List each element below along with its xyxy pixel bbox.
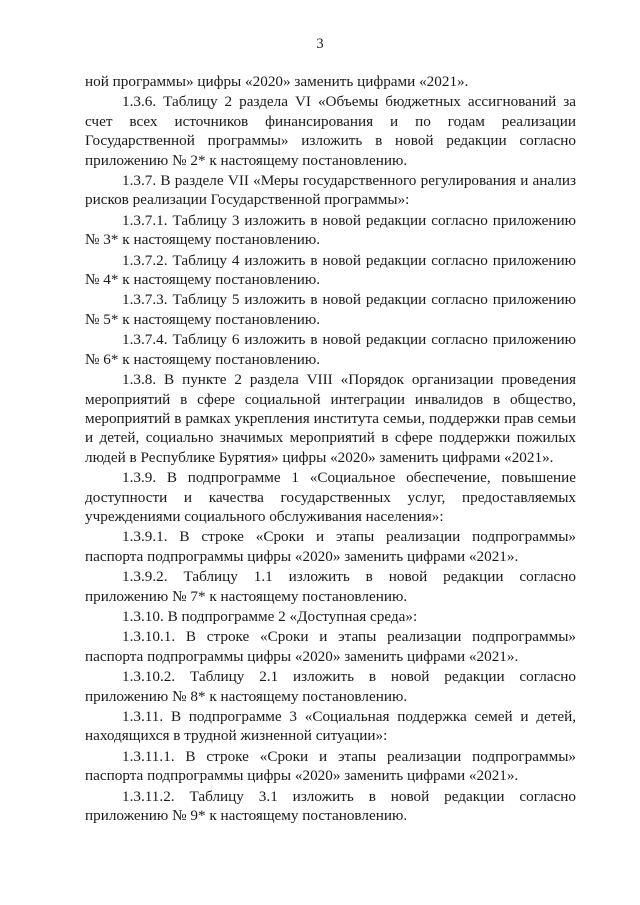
page-number: 3 [316, 36, 324, 52]
paragraph-1-3-10: 1.3.10. В подпрограмме 2 «Доступная среда»: [122, 607, 418, 625]
document-body [85, 72, 576, 826]
paragraph-1-3-8: 1.3.8. В пункте 2 раздела VIII «Порядок организации проведения мероприятий в сфере социальной интеграции инвалидов в общество, мероприятий в рамках укрепления института семьи, поддержки прав семьи и детей, социально значимых мероприятий в сфере поддержки пожилых людей в Республике Бурятия» цифры «2020» заменить цифрами «2021». [85, 371, 576, 466]
paragraph-1-3-7: 1.3.7. В разделе VII «Меры государственного регулирования и анализ рисков реализации Государственной программы»: [85, 172, 576, 209]
paragraph-continuation: ной программы» цифры «2020» заменить цифрами «2021». [85, 73, 469, 90]
paragraph-1-3-7-4: 1.3.7.4. Таблицу 6 изложить в новой редакции согласно приложению № 6* к настоящему постановлению. [85, 331, 576, 368]
paragraph-1-3-7-1: 1.3.7.1. Таблицу 3 изложить в новой редакции согласно приложению № 3* к настоящему постановлению. [85, 211, 576, 249]
paragraph-1-3-7-2: 1.3.7.2. Таблицу 4 изложить в новой редакции согласно приложению № 4* к настоящему постановлению. [85, 251, 576, 289]
paragraph-1-3-11-1: 1.3.11.1. В строке «Сроки и этапы реализации подпрограммы» паспорта подпрограммы цифры «2020» заменить цифрами «2021». [85, 747, 576, 785]
paragraph-1-3-6: 1.3.6. Таблицу 2 раздела VI «Объемы бюджетных ассигнований за счет всех источников финансирования и по годам реализации Государственной программы» изложить в новой редакции согласно приложению № 2* к настоящему постановлению. [85, 93, 576, 169]
paragraph-1-3-9: 1.3.9. В подпрограмме 1 «Социальное обеспечение, повышение доступности и качества государственных услуг, предоставляемых учреждениями социального обслуживания населения»: [85, 469, 576, 525]
paragraph-1-3-7-3: 1.3.7.3. Таблицу 5 изложить в новой редакции согласно приложению № 5* к настоящему постановлению. [85, 291, 576, 328]
paragraph-1-3-10-2: 1.3.10.2. Таблицу 2.1 изложить в новой редакции согласно приложению № 8* к настоящему постановлению. [85, 668, 576, 705]
paragraph-1-3-9-1: 1.3.9.1. В строке «Сроки и этапы реализации подпрограммы» паспорта подпрограммы цифры «2020» заменить цифрами «2021». [85, 528, 576, 565]
paragraph-1-3-10-1: 1.3.10.1. В строке «Сроки и этапы реализации подпрограммы» паспорта подпрограммы цифры «2020» заменить цифрами «2021». [85, 628, 576, 665]
paragraph-1-3-11: 1.3.11. В подпрограмме 3 «Социальная поддержка семей и детей, находящихся в трудной жизненной ситуации»: [85, 708, 576, 745]
paragraph-1-3-9-2: 1.3.9.2. Таблицу 1.1 изложить в новой редакции согласно приложению № 7* к настоящему постановлению. [85, 568, 576, 605]
paragraph-1-3-11-2: 1.3.11.2. Таблицу 3.1 изложить в новой редакции согласно приложению № 9* к настоящему постановлению. [85, 787, 576, 825]
